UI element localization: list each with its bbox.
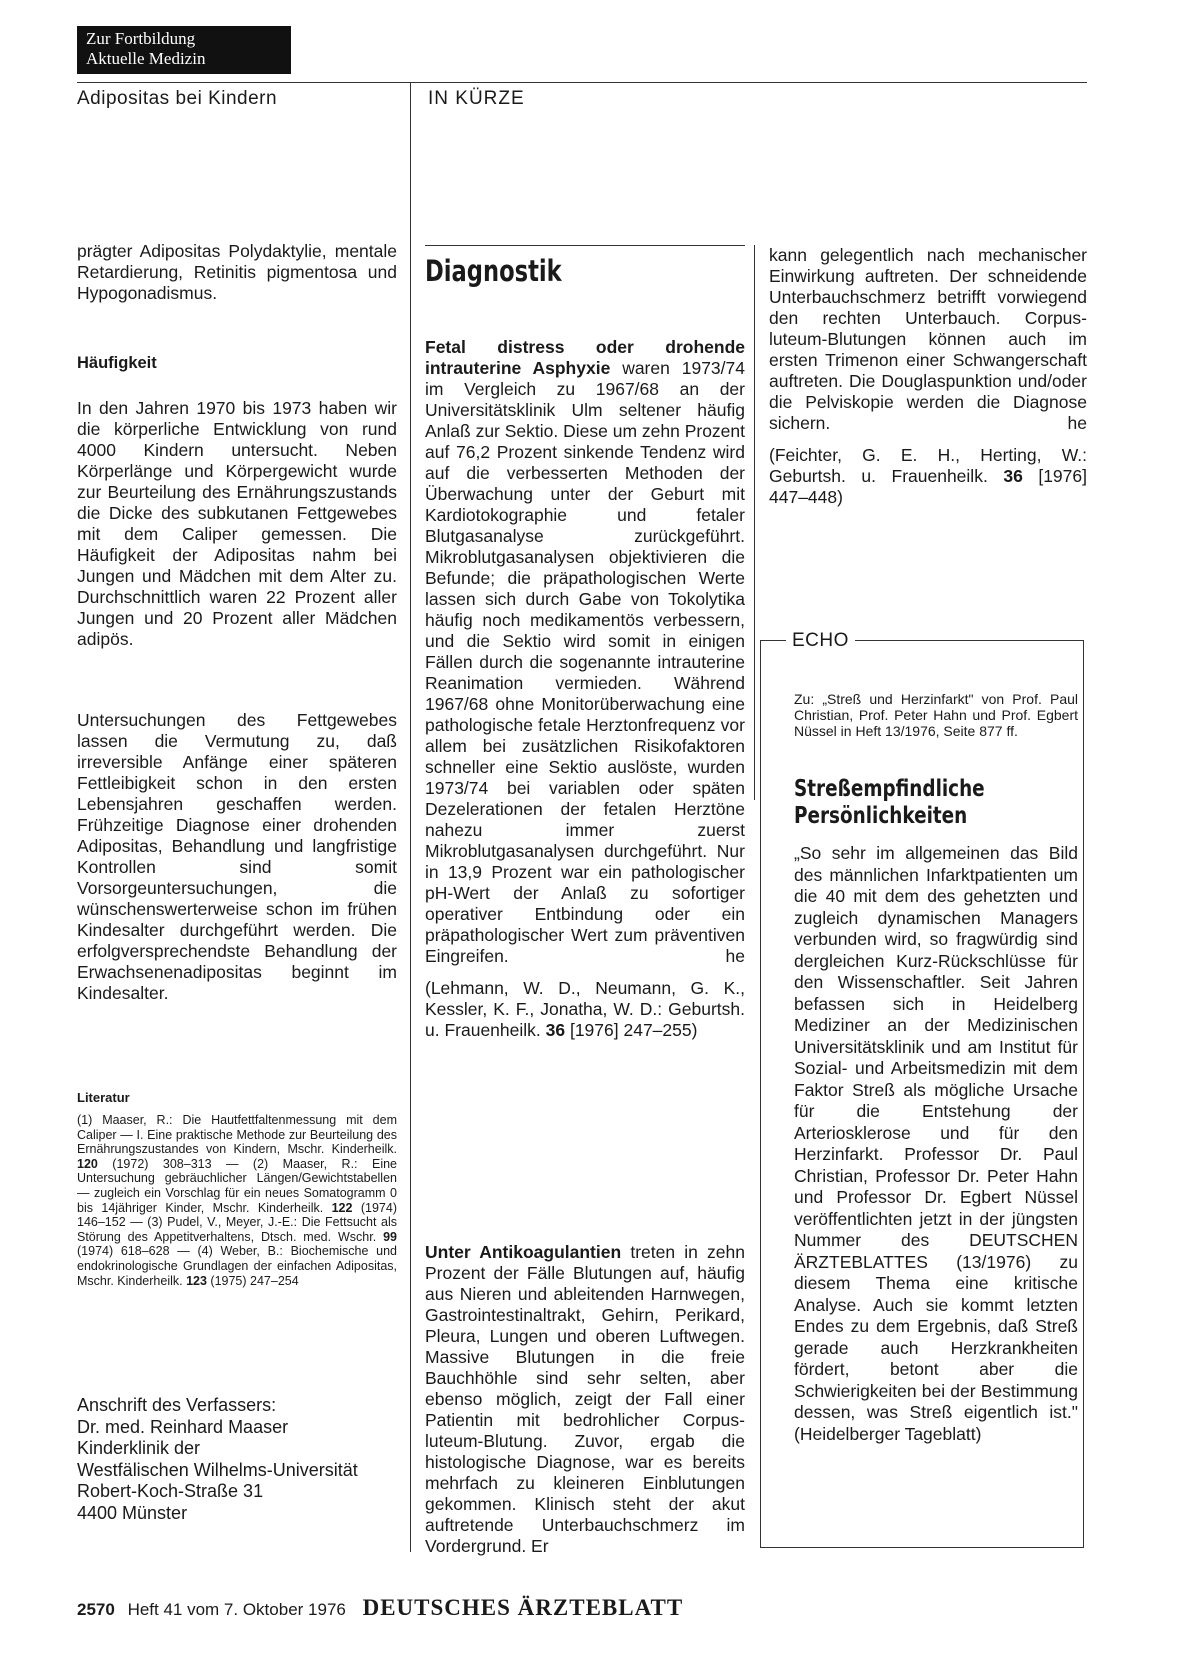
page-footer: [77, 1595, 683, 1621]
issue-info: Heft 41 vom 7. Oktober 1976: [127, 1600, 346, 1619]
address-line: 4400 Münster: [77, 1502, 188, 1523]
running-head-left: Adipositas bei Kindern: [77, 88, 278, 109]
top-rule: [77, 82, 1087, 83]
article-continued-ref: (Feichter, G. E. H., Herting, W.: Geburtsh. u. Frauenheilk. 36 [1976] 447–448): [769, 445, 1087, 507]
author-sig: he: [725, 946, 745, 966]
address-line: Dr. med. Reinhard Maaser: [77, 1416, 289, 1437]
echo-label: ECHO: [786, 630, 855, 652]
column-divider-2: [754, 245, 755, 800]
running-head-right: IN KÜRZE: [428, 88, 525, 109]
author-address: [77, 1395, 397, 1524]
echo-body: [794, 843, 1078, 1445]
address-line: Kinderklinik der: [77, 1438, 201, 1458]
heading-haeufigkeit: Häufigkeit: [77, 354, 157, 372]
article-fetal-distress-ref: (Lehmann, W. D., Neumann, G. K., Kessler, K. F., Jonatha, W. D.: Geburtsh. u. Frauenheilk. 36 [1976] 247–255): [425, 978, 745, 1040]
echo-intro-text: Zu: „Streß und Herzinfarkt" von Prof. Paul Christian, Prof. Peter Hahn und Prof. Egbert Nüssel in Heft 13/1976, Seite 877 ff.: [794, 691, 1078, 739]
address-line: Robert-Koch-Straße 31: [77, 1481, 264, 1501]
col1-body-2: [77, 710, 397, 1004]
intro-paragraph: prägter Adipositas Polydaktylie, mentale Retardierung, Retinitis pigmentosa und Hypogonadismus.: [77, 241, 397, 303]
article-fetal-distress: [425, 337, 745, 1041]
magazine-title: DEUTSCHES ÄRZTEBLATT: [362, 1595, 684, 1620]
references: [77, 1113, 397, 1288]
diagnostik-rule: [425, 245, 745, 246]
column-divider-1: [410, 82, 411, 1552]
page-number: 2570: [77, 1600, 115, 1619]
echo-headline-line1: Streßempfindliche: [794, 776, 985, 802]
col1-intro: [77, 241, 397, 304]
paragraph-untersuchungen: Untersuchungen des Fettgewebes lassen die Vermutung zu, daß irreversible Anfänge einer späteren Fettleibigkeit schon in den ersten Lebensjahren geschaffen werden. Frühzeitige Diagnose einer drohenden Adipositas, Behandlung und langfristige Kontrollen sind somit Vorsorgeuntersuchungen, die wünschenswerterweise schon im frühen Kindesalter durchgeführt werden. Die erfolgversprechendste Behandlung der Erwachsenenadipositas beginnt im Kindesalter.: [77, 710, 397, 1003]
section-tag-line1: Zur Fortbildung: [86, 29, 196, 48]
references-text: (1) Maaser, R.: Die Hautfettfaltenmessung mit dem Caliper — I. Eine praktische Methode zur Beurteilung des Ernährungszustandes von Kindern, Mschr. Kinderheilk. 120 (1972) 308–313 — (2) Maaser, R.: Eine Untersuchung gebräuchlicher Längen/Gewichtstabellen — zugleich ein Vorschlag für ein neues Somatogramm 0 bis 14jähriger Kinder, Mschr. Kinderheilk. 122 (1974) 146–152 — (3) Pudel, V., Meyer, J.-E.: Die Fettsucht als Störung des Appetitverhaltens, Dtsch. med. Wschr. 99 (1974) 618–628 — (4) Weber, B.: Biochemische und endokrinologische Grundlagen der einfachen Adipositas, Mschr. Kinderheilk. 123 (1975) 247–254: [77, 1113, 397, 1288]
echo-body-text: „So sehr im allgemeinen das Bild des männlichen Infarktpatienten um die 40 mit dem des gehetzten und zugleich dynamischen Managers verbunden wird, so fragwürdig sind dergleichen Kurz-Rückschlüsse für den Wissenschaftler. Seit Jahren befassen sich in Heidelberg Mediziner an der Medizinischen Universitätsklinik und am Institut für Sozial- und Arbeitsmedizin mit dem Faktor Streß als mögliche Ursache für die Entstehung der Arteriosklerose und für den Herzinfarkt. Professor Dr. Paul Christian, Professor Dr. Peter Hahn und Professor Dr. Egbert Nüssel veröffentlichten jetzt in der jüngsten Nummer des DEUTSCHEN ÄRZTEBLATTES (13/1976) zu diesem Thema eine kritische Analyse. Auch sie kommt letzten Endes zu dem Ergebnis, daß Streß gerade auch Herzkrankheiten fördert, betont aber die Schwierigkeiten bei der Bestimmung dessen, was Streß eigentlich ist." (Heidelberger Tageblatt): [794, 843, 1078, 1444]
article-fetal-distress-text: Fetal distress oder drohende intrauterine Asphyxie waren 1973/74 im Vergleich zu 1967/68 an der Universitätsklinik Ulm seltener häufig Anlaß zur Sektio. Diese um zehn Prozent auf 76,2 Prozent sinkende Tendenz wird auf die verbesserten Methoden der Überwachung unter der Geburt mit Kardiotokographie und fetaler Blutgasanalyse zurückgeführt. Mikroblutgasanalysen objektivieren die Befunde; die präpathologischen Werte lassen sich durch Gabe von Tokolytika häufig noch medikamentös verbessern, und die Sektio wird somit in einigen Fällen durch die sogenannte intrauterine Reanimation vermieden. Während 1967/68 ohne Monitorüberwachung eine pathologische fetale Herztonfrequenz vor allem bei zusätzlichen Risikofaktoren schneller eine Sektio auslöste, wurden 1973/74 bei variablen oder späten Dezelerationen der fetalen Herztöne nahezu immer zuerst Mikroblutgasanalysen durchgeführt. Nur in 13,9 Prozent war ein pathologischer pH-Wert der Anlaß zu sofortiger operativer Entbindung oder ein präpathologischer Wert zum präventiven Eingreifen. he: [425, 337, 746, 966]
section-tag-line2: Aktuelle Medizin: [86, 49, 206, 68]
echo-headline: [794, 776, 985, 830]
article-continued-text: kann gelegentlich nach mechanischer Einwirkung auftreten. Der schneidende Unterbauchschmerz betrifft vorwiegend den rechten Unterbauch. Corpus-luteum-Blutungen können auch im ersten Trimenon einer Schwangerschaft auftreten. Die Douglaspunktion und/oder die Pelviskopie werden die Diagnose sichern. he: [769, 245, 1087, 433]
address-line: Westfälischen Wilhelms-Universität: [77, 1459, 358, 1480]
paragraph-haeufigkeit: In den Jahren 1970 bis 1973 haben wir die körperliche Entwicklung von rund 4000 Kindern untersucht. Neben Körperlänge und Körpergewicht wurde zur Beurteilung des Ernährungszustands die Dicke des subkutanen Fettgewebes mit dem Caliper gemessen. Die Häufigkeit der Adipositas nahm bei Jungen und Mädchen mit dem Alter zu. Durchschnittlich waren 22 Prozent aller Jungen und 20 Prozent aller Mädchen adipös.: [77, 398, 397, 649]
author-sig: he: [1067, 413, 1087, 433]
section-tag: [77, 26, 291, 74]
address-line: Anschrift des Verfassers:: [77, 1395, 277, 1415]
col1-body-1: [77, 398, 397, 650]
heading-literatur: Literatur: [77, 1090, 130, 1105]
echo-intro: [794, 691, 1078, 739]
article-antikoagulantien: [425, 1242, 745, 1557]
article-antikoagulantien-text: Unter Antikoagulantien treten in zehn Prozent der Fälle Blutungen auf, häufig aus Nieren und ableitenden Harnwegen, Gastrointestinaltrakt, Gehirn, Perikard, Pleura, Lungen und oberen Luftwegen. Massive Blutungen in die freie Bauchhöhle sind sehr selten, aber ebenso möglich, zeigt der Fall einer Patientin mit bedrohlicher Corpus-luteum-Blutung. Zuvor, ergab die histologische Diagnose, war es bereits mehrfach zu kleineren Einblutungen gekommen. Klinisch steht der akut auftretende Unterbauchschmerz im Vordergrund. Er: [425, 1242, 746, 1556]
article-continued: [769, 245, 1087, 508]
echo-headline-line2: Persönlichkeiten: [794, 803, 968, 829]
heading-diagnostik: Diagnostik: [425, 254, 562, 288]
